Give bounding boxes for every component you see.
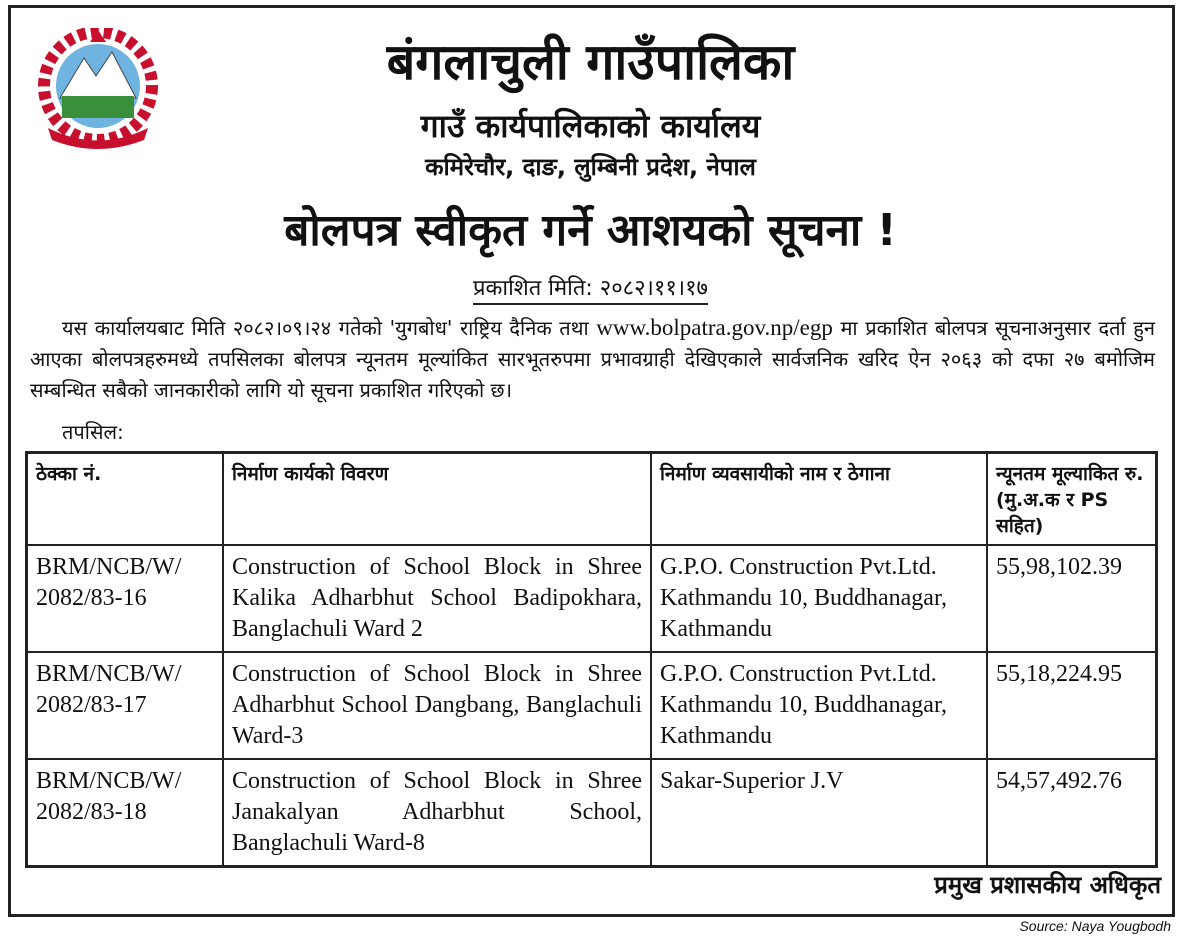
work-description: Construction of School Block in Shree Janakalyan Adharbhut School, Banglachuli Ward-8 [223, 759, 651, 867]
municipality-name: बंगलाचुली गाउँपालिका [386, 33, 795, 91]
amount: 55,18,224.95 [987, 652, 1157, 759]
contract-no: BRM/NCB/W/ 2082/83-18 [27, 759, 224, 867]
header-amount: न्यूनतम मूल्याकित रु. (मु.अ.क र PS सहित) [987, 453, 1157, 546]
bid-table [25, 451, 1158, 868]
work-description: Construction of School Block in Shree Adharbhut School Dangbang, Banglachuli Ward-3 [223, 652, 651, 759]
table-row [27, 545, 1157, 652]
table-row [27, 759, 1157, 867]
contract-no: BRM/NCB/W/ 2082/83-17 [27, 652, 224, 759]
work-description: Construction of School Block in Shree Kalika Adharbhut School Badipokhara, Banglachuli Ward 2 [223, 545, 651, 652]
paragraph-text-2: मा प्रकाशित बोलपत्र सूचनाअनुसार दर्ता हुन आएका बोलपत्रहरुमध्ये तपसिलका बोलपत्र न्यूनतम मूल्यांकित सारभूतरुपमा प्रभावग्राही देखिएकाले सार्वजनिक खरिद ऐन २०६३ को दफा २७ बमोजिम सम्बन्धित सबैको जानकारीको लागि यो सूचना प्रकाशित गरिएको छ। [30, 316, 1155, 402]
office-address: कमिरेचौर, दाङ, लुम्बिनी प्रदेश, नेपाल [425, 153, 756, 181]
details-label: तपसिल: [62, 420, 124, 444]
amount: 54,57,492.76 [987, 759, 1157, 867]
notice-paragraph [30, 312, 1155, 406]
table-row [27, 652, 1157, 759]
header-contract-no: ठेक्का नं. [27, 453, 224, 546]
contractor: G.P.O. Construction Pvt.Ltd. Kathmandu 10, Buddhanagar, Kathmandu [651, 545, 987, 652]
amount: 55,98,102.39 [987, 545, 1157, 652]
bolpatra-url: www.bolpatra.gov.np/egp [596, 315, 833, 340]
published-date-text: प्रकाशित मिति: २०८२।११।१७ [473, 276, 708, 305]
notice-title: बोलपत्र स्वीकृत गर्ने आशयको सूचना ! [284, 205, 897, 256]
published-date [0, 272, 1181, 302]
contractor: G.P.O. Construction Pvt.Ltd. Kathmandu 10, Buddhanagar, Kathmandu [651, 652, 987, 759]
paragraph-text-1: यस कार्यालयबाट मिति २०८२।०९।२४ गतेको 'युगबोध' राष्ट्रिय दैनिक तथा [62, 316, 597, 340]
contract-no: BRM/NCB/W/ 2082/83-16 [27, 545, 224, 652]
header-description: निर्माण कार्यको विवरण [223, 453, 651, 546]
contractor: Sakar-Superior J.V [651, 759, 987, 867]
source-credit: Source: Naya Yougbodh [1019, 918, 1171, 934]
signatory: प्रमुख प्रशासकीय अधिकृत [934, 871, 1161, 899]
header-contractor: निर्माण व्यवसायीको नाम र ठेगाना [651, 453, 987, 546]
table-header-row [27, 453, 1157, 546]
office-name: गाउँ कार्यपालिकाको कार्यालय [420, 107, 761, 145]
